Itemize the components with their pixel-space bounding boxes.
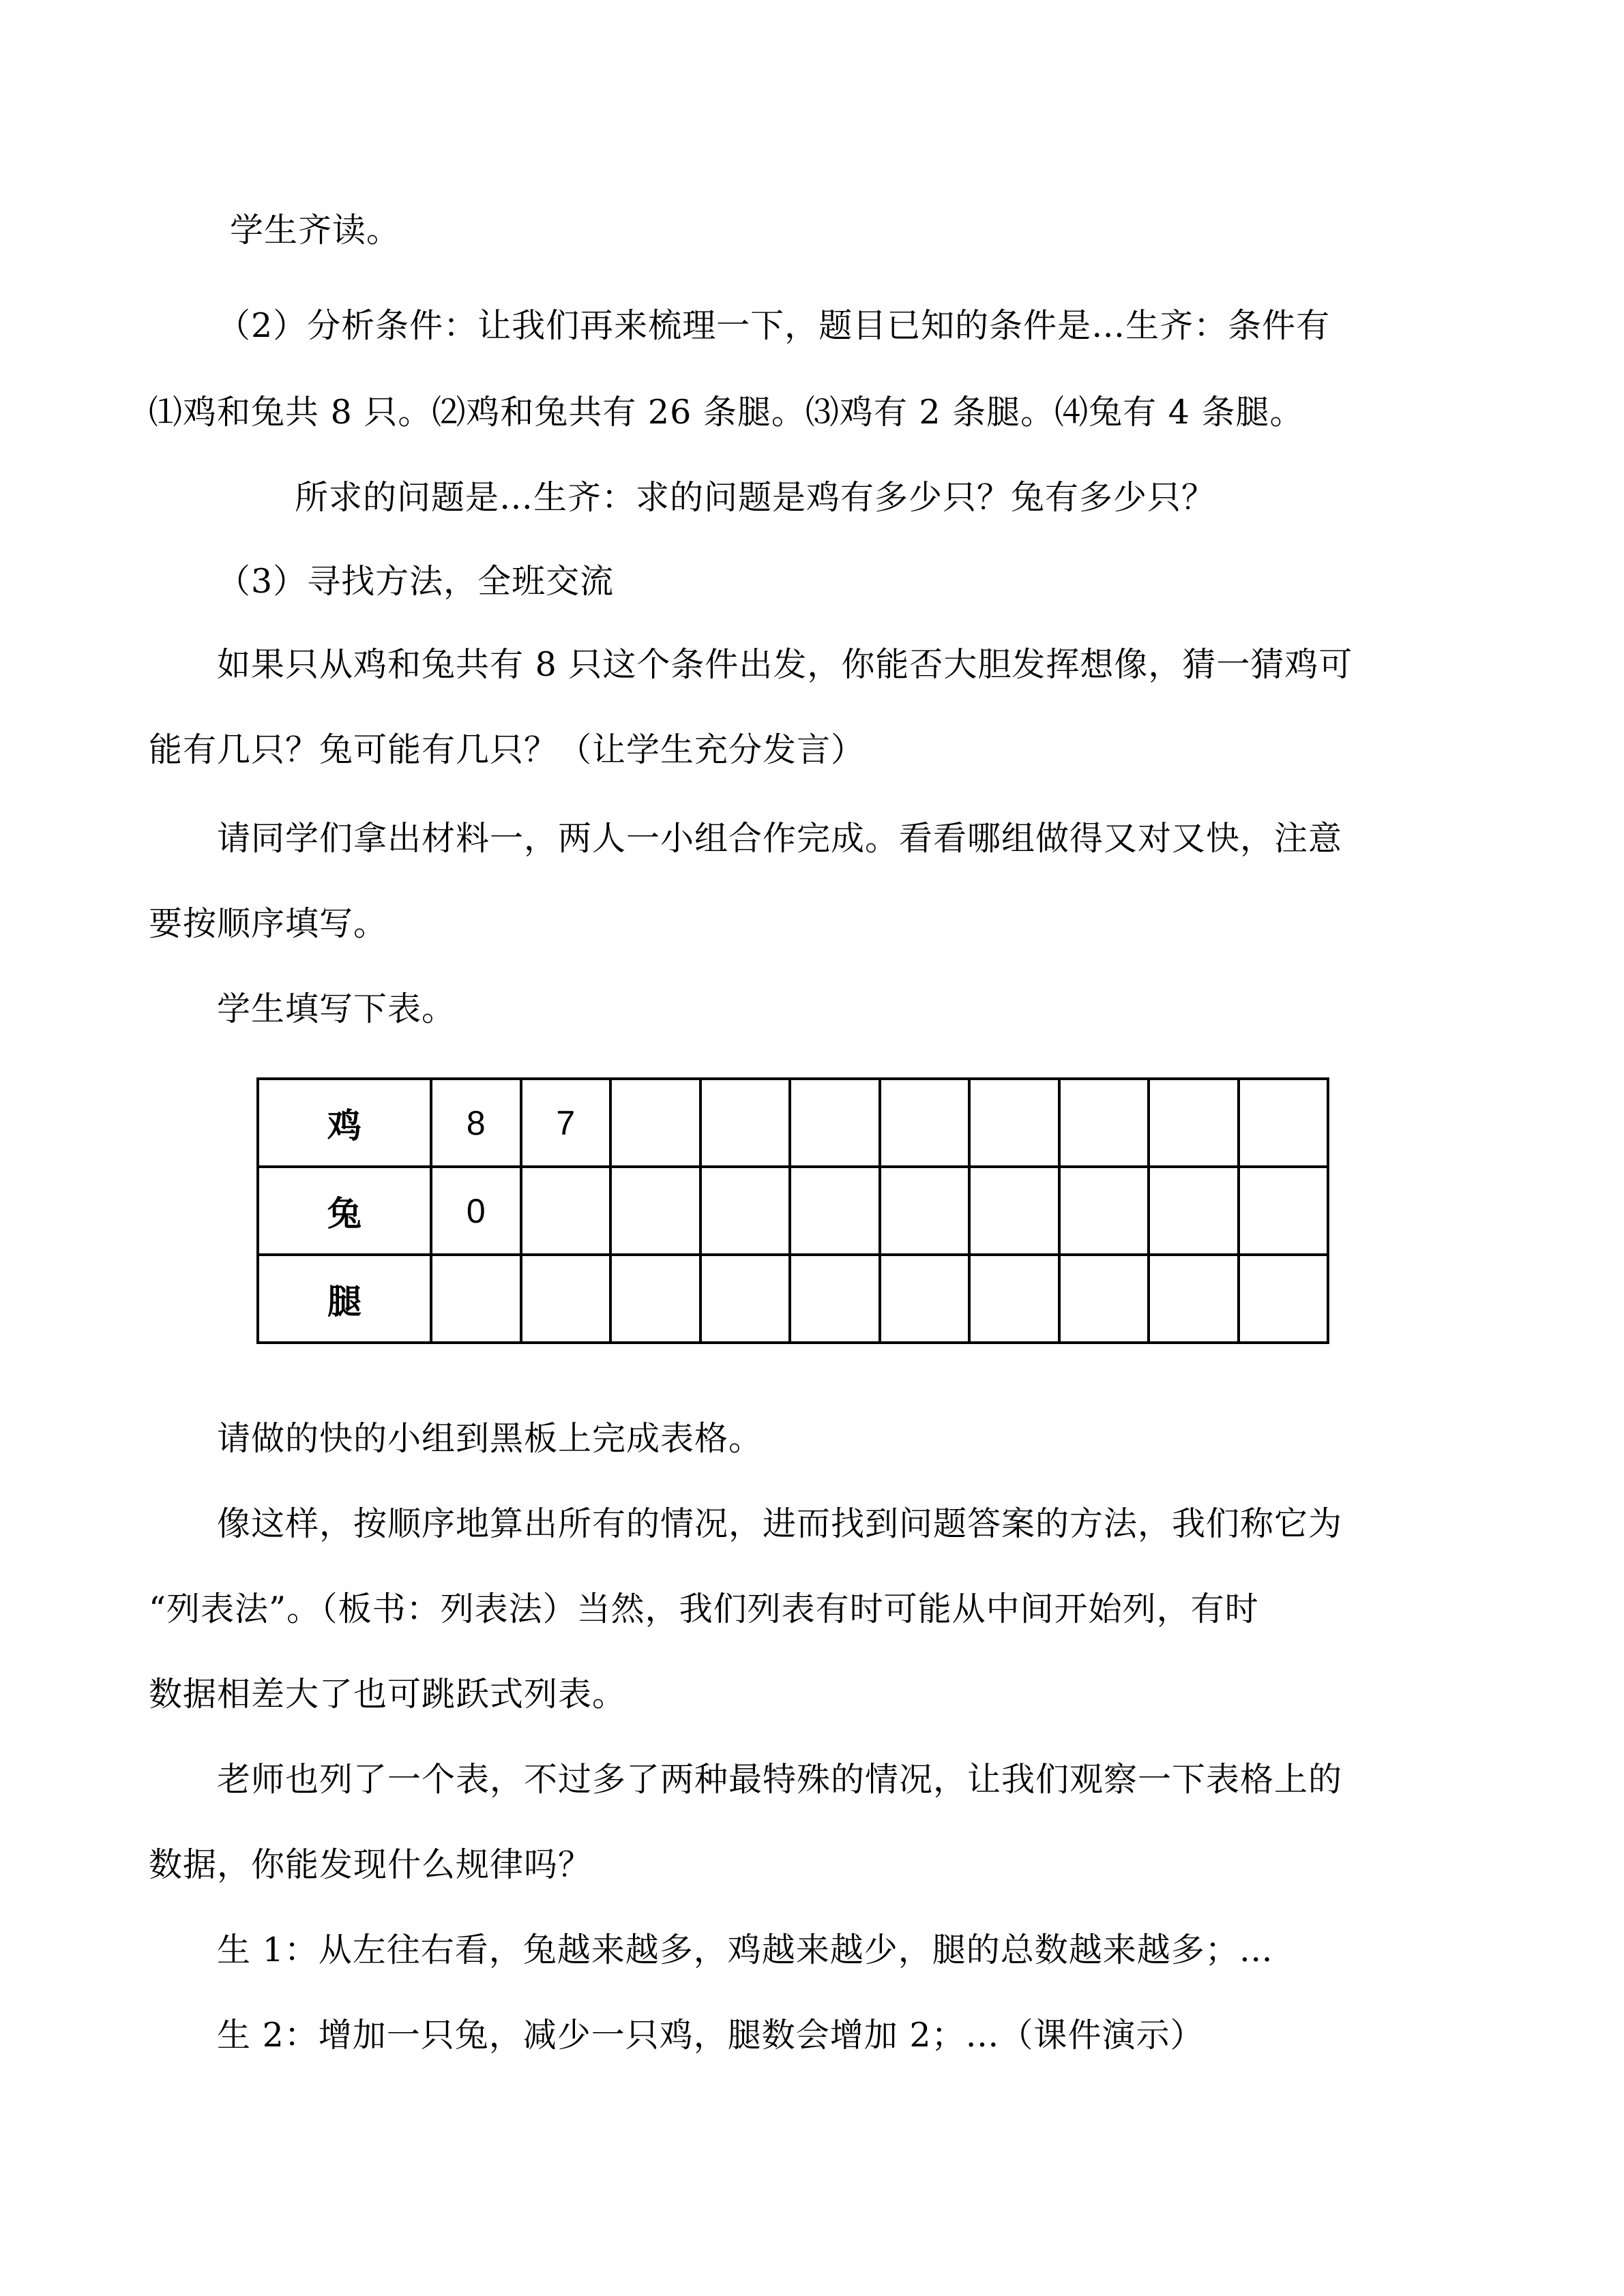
table-cell[interactable]: 8 — [431, 1079, 521, 1167]
paragraph-table-method-2: “列表法”。（板书：列表法）当然，我们列表有时可能从中间开始列，有时 — [149, 1590, 1259, 1628]
table-cell[interactable] — [700, 1255, 791, 1343]
table-cell[interactable] — [969, 1255, 1059, 1343]
table-cell[interactable] — [969, 1079, 1059, 1167]
paragraph-guess-2: 能有几只？兔可能有几只？（让学生充分发言） — [149, 730, 866, 769]
paragraph-student-1: 生 1：从左往右看，兔越来越多，鸡越来越少，腿的总数越来越多；… — [217, 1930, 1273, 1969]
table-cell[interactable] — [1059, 1167, 1149, 1255]
paragraph-fill-table: 学生填写下表。 — [217, 989, 456, 1028]
paragraph-materials-2: 要按顺序填写。 — [149, 904, 388, 943]
paragraph-teacher-table-2: 数据，你能发现什么规律吗？ — [149, 1845, 593, 1884]
row-header-chicken: 鸡 — [258, 1079, 431, 1167]
table-cell[interactable] — [1149, 1079, 1239, 1167]
table-cell[interactable] — [1059, 1079, 1149, 1167]
row-header-rabbit: 兔 — [258, 1167, 431, 1255]
paragraph-student-2: 生 2：增加一只兔，减少一只鸡，腿数会增加 2；…（课件演示） — [217, 2016, 1205, 2055]
table-row — [258, 1167, 1328, 1255]
table-cell[interactable] — [790, 1255, 880, 1343]
paragraph-table-method-1: 像这样，按顺序地算出所有的情况，进而找到问题答案的方法，我们称它为 — [217, 1504, 1343, 1543]
paragraph-materials-1: 请同学们拿出材料一，两人一小组合作完成。看看哪组做得又对又快，注意 — [217, 819, 1343, 858]
paragraph-analyze-conditions: （2）分析条件：让我们再来梳理一下，题目已知的条件是…生齐：条件有 — [217, 306, 1331, 345]
table-row — [258, 1079, 1328, 1167]
table-cell[interactable] — [700, 1167, 791, 1255]
table-cell[interactable] — [521, 1167, 611, 1255]
table-cell[interactable]: 7 — [521, 1079, 611, 1167]
table-cell[interactable] — [880, 1079, 970, 1167]
paragraph-find-method: （3）寻找方法，全班交流 — [217, 562, 615, 601]
paragraph-table-method-3: 数据相差大了也可跳跃式列表。 — [149, 1675, 627, 1714]
table-row — [258, 1255, 1328, 1343]
table-cell[interactable] — [880, 1255, 970, 1343]
table-cell[interactable] — [1239, 1167, 1329, 1255]
paragraph-conditions-list: ⑴鸡和兔共 8 只。⑵鸡和兔共有 26 条腿。⑶鸡有 2 条腿。⑷兔有 4 条腿。 — [149, 393, 1304, 432]
paragraph-blackboard: 请做的快的小组到黑板上完成表格。 — [217, 1419, 763, 1458]
table-cell[interactable] — [880, 1167, 970, 1255]
paragraph-student-read: 学生齐读。 — [230, 211, 401, 250]
table-cell[interactable] — [610, 1079, 700, 1167]
chicken-rabbit-table — [256, 1077, 1329, 1344]
table-cell[interactable] — [1149, 1167, 1239, 1255]
table-cell[interactable] — [969, 1167, 1059, 1255]
table-cell[interactable] — [521, 1255, 611, 1343]
table-cell[interactable] — [1239, 1079, 1329, 1167]
row-header-legs: 腿 — [258, 1255, 431, 1343]
table-cell[interactable] — [610, 1255, 700, 1343]
table-cell[interactable]: 0 — [431, 1167, 521, 1255]
table-cell[interactable] — [1059, 1255, 1149, 1343]
paragraph-guess-1: 如果只从鸡和兔共有 8 只这个条件出发，你能否大胆发挥想像，猜一猜鸡可 — [217, 645, 1353, 684]
table-cell[interactable] — [610, 1167, 700, 1255]
table-cell[interactable] — [1149, 1255, 1239, 1343]
table-cell[interactable] — [790, 1079, 880, 1167]
table-cell[interactable] — [700, 1079, 791, 1167]
paragraph-question: 所求的问题是…生齐：求的问题是鸡有多少只？兔有多少只？ — [295, 478, 1216, 517]
table-cell[interactable] — [790, 1167, 880, 1255]
paragraph-teacher-table-1: 老师也列了一个表，不过多了两种最特殊的情况，让我们观察一下表格上的 — [217, 1760, 1343, 1799]
table-cell[interactable] — [1239, 1255, 1329, 1343]
table-cell[interactable] — [431, 1255, 521, 1343]
